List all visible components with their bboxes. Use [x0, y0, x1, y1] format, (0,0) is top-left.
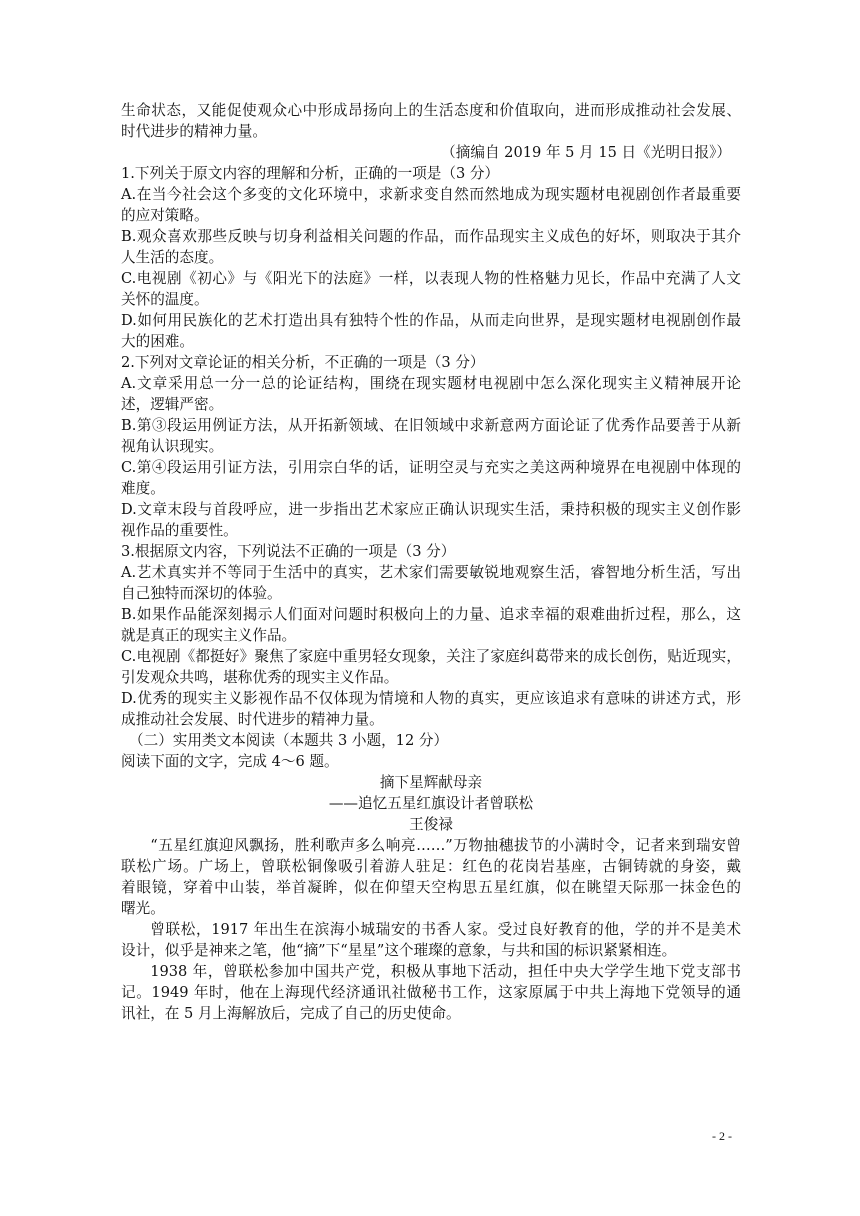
- text-line: 记。1949 年时，他在上海现代经济通讯社做秘书工作，这家原属于中共上海地下党领导的通: [121, 984, 741, 1001]
- text-line: 自己独特而深切的体验。: [121, 585, 282, 602]
- text-line: 曾联松，1917 年出生在滨海小城瑞安的书香人家。受过良好教育的他，学的并不是美术: [150, 921, 741, 938]
- text-line: （摘编自 2019 年 5 月 15 日《光明日报》）: [441, 144, 731, 161]
- text-line: 曙光。: [121, 900, 165, 917]
- document-body: [121, 100, 741, 1024]
- text-line: 引发观众共鸣，堪称优秀的现实主义作品。: [121, 669, 399, 686]
- text-line: 王俊禄: [409, 816, 453, 833]
- text-line: 2.下列对文章论证的相关分析，不正确的一项是（3 分）: [121, 354, 485, 371]
- text-line: 摘下星辉献母亲: [379, 774, 483, 791]
- text-line: B.观众喜欢那些反映与切身利益相关问题的作品，而作品现实主义成色的好坏，则取决于其介: [121, 228, 741, 245]
- text-line: 联松广场。广场上，曾联松铜像吸引着游人驻足：红色的花岗岩基座，古铜铸就的身姿，戴: [121, 858, 741, 875]
- text-line: B.如果作品能深刻揭示人们面对问题时积极向上的力量、追求幸福的艰难曲折过程，那么，这: [121, 606, 741, 623]
- text-line: 视作品的重要性。: [121, 522, 238, 539]
- text-line: D.如何用民族化的艺术打造出具有独特个性的作品，从而走向世界，是现实题材电视剧创作最: [121, 312, 741, 329]
- text-line: 设计，似乎是神来之笔，他“摘”下“星星”这个璀璨的意象，与共和国的标识紧紧相连。: [121, 942, 677, 959]
- text-line: 关怀的温度。: [121, 291, 209, 308]
- text-line: A.在当今社会这个多变的文化环境中，求新求变自然而然地成为现实题材电视剧创作者最重要: [121, 186, 741, 203]
- page-number: - 2 -: [712, 1129, 732, 1143]
- text-line: 生命状态，又能促使观众心中形成昂扬向上的生活态度和价值取向，进而形成推动社会发展、: [121, 102, 741, 119]
- text-line: （二）实用类文本阅读（本题共 3 小题，12 分）: [129, 732, 449, 749]
- text-line: A.艺术真实并不等同于生活中的真实，艺术家们需要敏锐地观察生活，睿智地分析生活，写出: [121, 564, 741, 581]
- text-line: 就是真正的现实主义作品。: [121, 627, 297, 644]
- text-line: 1.下列关于原文内容的理解和分析，正确的一项是（3 分）: [121, 165, 500, 182]
- text-line: D.优秀的现实主义影视作品不仅体现为情境和人物的真实，更应该追求有意味的讲述方式，形: [121, 690, 741, 707]
- text-line: 的应对策略。: [121, 207, 209, 224]
- text-line: D.文章末段与首段呼应，进一步指出艺术家应正确认识现实生活，秉持积极的现实主义创作影: [121, 501, 741, 518]
- text-line: 着眼镜，穿着中山装，举首凝眸，似在仰望天空构思五星红旗，似在眺望天际那一抹金色的: [121, 879, 741, 896]
- text-line: 大的困难。: [121, 333, 194, 350]
- text-line: 时代进步的精神力量。: [121, 123, 267, 140]
- text-line: ——追忆五星红旗设计者曾联松: [328, 795, 534, 812]
- text-line: 3.根据原文内容，下列说法不正确的一项是（3 分）: [121, 543, 456, 560]
- text-line: C.电视剧《都挺好》聚焦了家庭中重男轻女现象，关注了家庭纠葛带来的成长创伤，贴近现实，: [121, 648, 741, 665]
- text-line: A.文章采用总一分一总的论证结构，围绕在现实题材电视剧中怎么深化现实主义精神展开论: [121, 375, 741, 392]
- text-line: 难度。: [121, 480, 165, 497]
- text-line: B.第③段运用例证方法，从开拓新领域、在旧领域中求新意两方面论证了优秀作品要善于从新: [121, 417, 741, 434]
- text-line: 讯社，在 5 月上海解放后，完成了自己的历史使命。: [121, 1005, 461, 1022]
- text-line: 视角认识现实。: [121, 438, 224, 455]
- text-line: C.电视剧《初心》与《阳光下的法庭》一样，以表现人物的性格魅力见长，作品中充满了人文: [121, 270, 741, 287]
- text-line: 成推动社会发展、时代进步的精神力量。: [121, 711, 384, 728]
- text-line: 阅读下面的文字，完成 4～6 题。: [121, 753, 339, 770]
- text-line: 1938 年，曾联松参加中国共产党，积极从事地下活动，担任中央大学学生地下党支部书: [150, 963, 741, 980]
- text-line: “五星红旗迎风飘扬，胜利歌声多么响亮……”万物抽穗拔节的小满时令，记者来到瑞安曾: [150, 837, 741, 854]
- text-line: C.第④段运用引证方法，引用宗白华的话，证明空灵与充实之美这两种境界在电视剧中体现的: [121, 459, 741, 476]
- text-line: 述，逻辑严密。: [121, 396, 224, 413]
- text-line: 人生活的态度。: [121, 249, 224, 266]
